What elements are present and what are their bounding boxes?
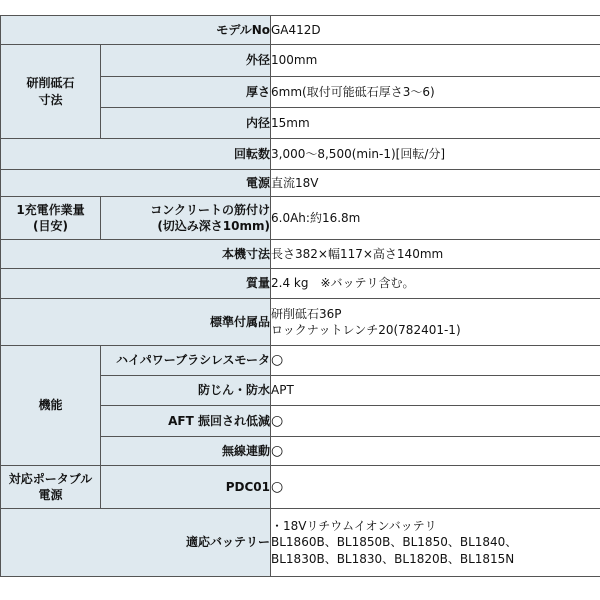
spec-value-work: 6.0Ah:約16.8m <box>271 197 600 240</box>
spec-value-outer-diameter: 100mm <box>271 45 600 77</box>
spec-group-features: 機能 <box>1 346 101 466</box>
group-line: 研削砥石 <box>26 76 75 91</box>
spec-label-accessories: 標準付属品 <box>1 299 271 346</box>
spec-label-work <box>101 197 271 240</box>
spec-row-weight <box>1 269 600 299</box>
spec-value-inner-diameter: 15mm <box>271 108 600 139</box>
spec-label-outer-diameter: 外径 <box>101 45 271 77</box>
spec-label-inner-diameter: 内径 <box>101 108 271 139</box>
value-line: BL1830B、BL1830、BL1820B、BL1815N <box>271 551 515 566</box>
spec-row-work <box>1 197 600 240</box>
spec-row-pdc <box>1 466 600 509</box>
group-line: (目安) <box>33 219 68 233</box>
spec-row-rpm <box>1 139 600 170</box>
spec-label-wireless: 無線連動 <box>101 437 271 466</box>
value-line: ・18Vリチウムイオンバッテリ <box>271 519 437 534</box>
spec-label-dust-water: 防じん・防水 <box>101 376 271 406</box>
group-line: 寸法 <box>38 92 63 107</box>
spec-label-power: 電源 <box>1 170 271 197</box>
spec-value-thickness: 6mm(取付可能砥石厚さ3〜6) <box>271 77 600 108</box>
group-line: 電源 <box>38 488 63 502</box>
label-line: (切込み深さ10mm) <box>157 219 270 233</box>
group-line: 1充電作業量 <box>16 202 85 217</box>
value-line: ロックナットレンチ20(782401-1) <box>271 323 461 337</box>
spec-label-motor: ハイパワーブラシレスモータ <box>101 346 271 376</box>
spec-value-motor: ○ <box>271 346 600 376</box>
spec-group-work <box>1 197 101 240</box>
spec-row-motor <box>1 346 600 376</box>
value-line: 研削砥石36P <box>271 306 342 321</box>
spec-value-power: 直流18V <box>271 170 600 197</box>
spec-label-model: モデルNo <box>1 16 271 45</box>
spec-value-weight: 2.4 kg ※バッテリ含む。 <box>271 269 600 299</box>
spec-value-wireless: ○ <box>271 437 600 466</box>
spec-group-wheel-size <box>1 45 101 139</box>
spec-group-portable-power <box>1 466 101 509</box>
spec-row-accessories <box>1 299 600 346</box>
spec-label-rpm: 回転数 <box>1 139 271 170</box>
spec-label-pdc: PDC01 <box>101 466 271 509</box>
spec-row-model <box>1 16 600 45</box>
spec-label-thickness: 厚さ <box>101 77 271 108</box>
spec-label-weight: 質量 <box>1 269 271 299</box>
spec-label-dimensions: 本機寸法 <box>1 240 271 269</box>
spec-label-battery: 適応バッテリー <box>1 509 271 577</box>
spec-value-dimensions: 長さ382×幅117×高さ140mm <box>271 240 600 269</box>
spec-value-rpm: 3,000〜8,500(min-1)[回転/分] <box>271 139 600 170</box>
spec-value-battery <box>271 509 600 577</box>
spec-label-aft: AFT 振回され低減 <box>101 406 271 437</box>
spec-value-accessories <box>271 299 600 346</box>
spec-row-battery <box>1 509 600 577</box>
spec-row-power <box>1 170 600 197</box>
spec-row-dimensions <box>1 240 600 269</box>
spec-row-outer-diameter <box>1 45 600 77</box>
group-line: 対応ポータブル <box>8 471 93 486</box>
spec-value-model: GA412D <box>271 16 600 45</box>
spec-table <box>0 15 600 577</box>
spec-value-dust-water: APT <box>271 376 600 406</box>
spec-value-pdc: ○ <box>271 466 600 509</box>
spec-value-aft: ○ <box>271 406 600 437</box>
label-line: コンクリートの筋付け <box>150 202 270 217</box>
value-line: BL1860B、BL1850B、BL1850、BL1840、 <box>271 535 518 550</box>
